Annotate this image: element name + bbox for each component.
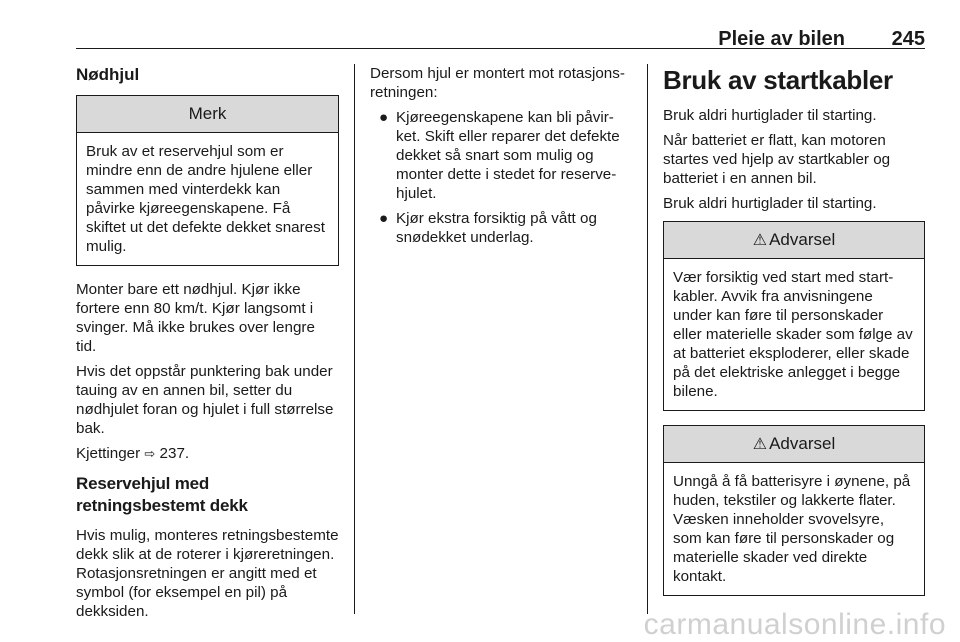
warning-box-title: ⚠ Advarsel	[664, 222, 924, 259]
warning-box-body	[664, 463, 924, 595]
warning-triangle-icon: ⚠	[752, 232, 768, 249]
page-number: 245	[891, 28, 925, 50]
paragraph: Dersom hjul er montert mot rotasjonsretningen:	[370, 65, 625, 101]
reference-label: Kjettinger	[76, 445, 141, 462]
paragraph: Monter bare ett nødhjul. Kjør ikke fortere enn 80 km/t. Kjør langsomt i svinger. Må ikke brukes over lengre tid.	[76, 281, 315, 355]
header-divider	[76, 48, 925, 49]
list-item: ● Kjøreegenskapene kan bli påvirket. Skift eller reparer det defekte dekket så snart som mulig og monter dette i stedet for reservehjulet.	[379, 109, 620, 202]
note-box-body	[77, 133, 338, 265]
note-text: Bruk av et reservehjul som er mindre enn de andre hjulene eller sammen med vinterdekk kan påvirke kjøreegenskapene. Få skiftet ut det defekte dekket snarest mulig.	[86, 143, 325, 255]
warning-box-1	[663, 221, 925, 411]
warning-box-2	[663, 425, 925, 596]
column-divider-1	[354, 64, 355, 614]
cross-reference[interactable]	[76, 444, 339, 463]
warning-box-title: ⚠ Advarsel	[664, 426, 924, 463]
section-title: Pleie av bilen	[718, 28, 845, 50]
note-box-title: Merk	[77, 96, 338, 133]
column-divider-2	[647, 64, 648, 614]
reference-page: 237.	[159, 445, 190, 462]
warning-box-body	[664, 259, 924, 410]
warning-text: Vær forsiktig ved start med startkabler. Avvik fra anvisningene under kan føre til personskader eller materielle skader som følge av at batteriet eksploderer, eller skade på det elektriske anlegget i begge bilene.	[673, 269, 913, 400]
paragraph: Bruk aldri hurtiglader til starting.	[663, 107, 877, 124]
heading-directional-tyre: Reservehjul med retningsbestemt dekk	[76, 474, 248, 515]
column-2	[370, 64, 632, 253]
column-3	[663, 64, 925, 610]
list-item: ● Kjør ekstra forsiktig på vått og snødekket underlag.	[379, 210, 597, 246]
paragraph: Når batteriet er flatt, kan motoren startes ved hjelp av startkabler og batteriet i en annen bil.	[663, 132, 891, 187]
watermark: carmanualsonline.info	[643, 608, 946, 641]
warning-triangle-icon: ⚠	[752, 436, 768, 453]
warning-text: Unngå å få batterisyre i øynene, på huden, tekstiler og lakkerte flater. Væsken inneholder svovelsyre, som kan føre til personskader og materielle skader ved direkte kontakt.	[673, 473, 911, 585]
note-box	[76, 95, 339, 266]
arrow-right-icon: ⇨	[144, 446, 156, 461]
paragraph: Hvis mulig, monteres retningsbestemte dekk slik at de roterer i kjøreretningen. Rotasjonsretningen er angitt med et symbol (for eksempel en pil) på dekksiden.	[76, 527, 339, 620]
heading-jump-start: Bruk av startkabler	[663, 65, 893, 95]
bullet-list	[370, 108, 632, 247]
bullet-icon: ●	[379, 210, 389, 227]
bullet-icon: ●	[379, 109, 389, 126]
column-1	[76, 64, 339, 627]
paragraph: Hvis det oppstår punktering bak under tauing av en annen bil, setter du nødhjulet foran og hjulet i full størrelse bak.	[76, 363, 334, 437]
heading-spare-wheel: Nødhjul	[76, 65, 140, 84]
paragraph: Bruk aldri hurtiglader til starting.	[663, 195, 877, 212]
